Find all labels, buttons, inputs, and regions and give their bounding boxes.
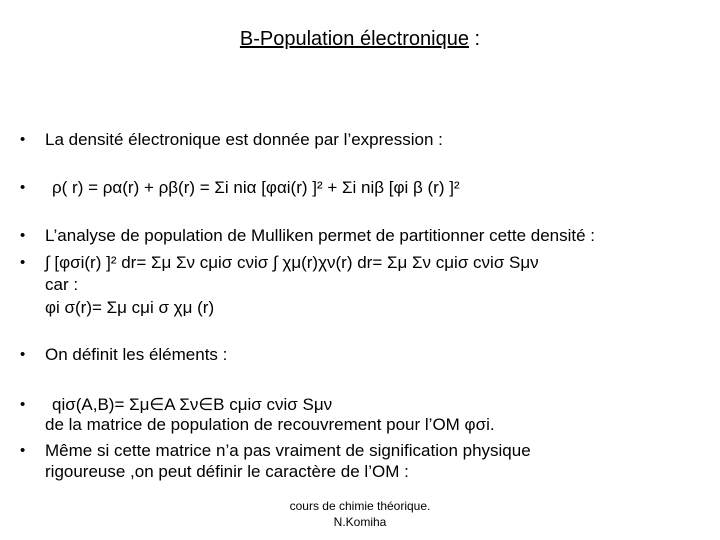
bullet: • xyxy=(20,227,26,244)
text-integral-formula: ∫ [φσi(r) ]² dr= Σμ Σν cμiσ cνiσ ∫ χμ(r)χν(r) dr= Σμ Σν cμiσ cνiσ Sμν xyxy=(45,253,539,272)
bullet: • xyxy=(20,442,26,459)
bullet: • xyxy=(20,396,26,413)
bullet: • xyxy=(20,346,26,363)
text-mulliken-intro: L’analyse de population de Mulliken permet de partitionner cette densité : xyxy=(45,226,596,245)
text-om-character: rigoureuse ,on peut définir le caractère de l’OM : xyxy=(45,462,409,481)
footer xyxy=(0,498,720,530)
text-density-intro: La densité électronique est donnée par l’expression : xyxy=(45,130,443,149)
bullet: • xyxy=(20,179,26,196)
title-suffix: : xyxy=(468,28,481,50)
text-overlap-matrix: de la matrice de population de recouvrement pour l’OM φσi. xyxy=(45,415,495,434)
bullet: • xyxy=(20,254,26,271)
text-car: car : xyxy=(45,275,79,294)
text-density-formula: ρ( r) = ρα(r) + ρβ(r) = Σi niα [φαi(r) ]² + Σi niβ [φi β (r) ]² xyxy=(52,178,460,197)
bullet: • xyxy=(20,131,26,148)
title-text: B-Population électronique xyxy=(239,28,469,50)
slide-title xyxy=(0,28,720,51)
text-q-formula: qiσ(A,B)= Σμ∈A Σν∈B cμiσ cνiσ Sμν xyxy=(52,395,333,414)
footer-author: N.Komiha xyxy=(333,515,387,529)
text-physical-meaning: Même si cette matrice n’a pas vraiment de signification physique xyxy=(45,441,531,460)
footer-course: cours de chimie théorique. xyxy=(289,499,431,513)
text-orbital-expansion: φi σ(r)= Σμ cμi σ χμ (r) xyxy=(45,298,215,317)
text-define-elements: On définit les éléments : xyxy=(45,345,228,364)
